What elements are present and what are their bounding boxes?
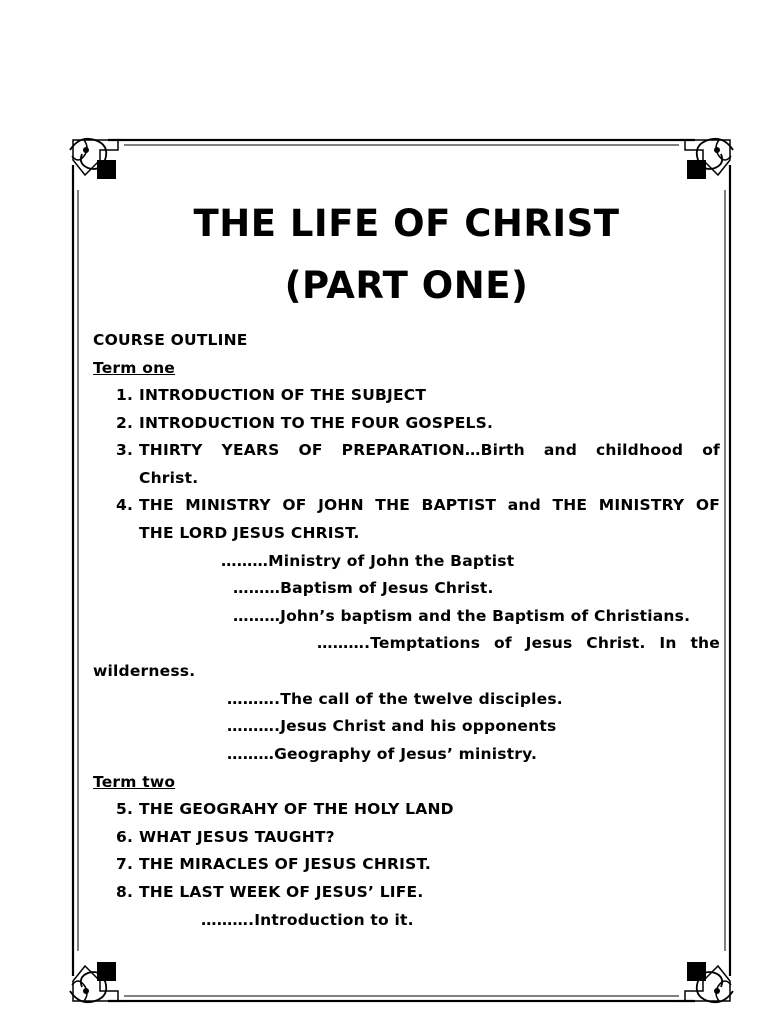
sub-item: ……….Jesus Christ and his opponents [227,717,557,735]
item-text: INTRODUCTION TO THE FOUR GOSPELS. [139,414,494,432]
item-number: 6. [116,828,134,846]
item-text: THE MIRACLES OF JESUS CHRIST. [139,855,431,873]
item-number: 1. [116,386,134,404]
corner-ornament-top-right [679,132,737,190]
corner-ornament-bottom-left [66,951,124,1009]
item-text: THE MINISTRY OF JOHN THE BAPTIST and THE MINISTRY OF [139,496,720,514]
item-number: 3. [116,441,134,459]
corner-ornament-bottom-right [679,951,737,1009]
sub-item: ……….Temptations of Jesus Christ. In the [317,634,720,652]
sub-item: ………John’s baptism and the Baptism of Christians. [233,607,691,625]
item-number: 2. [116,414,134,432]
corner-ornament-top-left [66,132,124,190]
course-outline-heading: COURSE OUTLINE [93,331,248,349]
title-line-1: THE LIFE OF CHRIST [193,202,620,245]
item-text: THE GEOGRAHY OF THE HOLY LAND [139,800,454,818]
item-text: WHAT JESUS TAUGHT? [139,828,335,846]
item-number: 4. [116,496,134,514]
sub-item-continuation: wilderness. [93,662,196,680]
item-text: INTRODUCTION OF THE SUBJECT [139,386,427,404]
item-number: 5. [116,800,134,818]
term-one-heading: Term one [93,359,176,377]
term-two-heading: Term two [93,773,176,791]
sub-item: ……….The call of the twelve disciples. [227,690,563,708]
item-number: 7. [116,855,134,873]
item-text: THE LAST WEEK OF JESUS’ LIFE. [139,883,424,901]
sub-item: ………Baptism of Jesus Christ. [233,579,494,597]
sub-item: ……….Introduction to it. [201,911,414,929]
item-text-cont: Christ. [139,469,199,487]
sub-item: ………Geography of Jesus’ ministry. [227,745,538,763]
title-line-2: (PART ONE) [284,264,529,307]
item-text-cont: THE LORD JESUS CHRIST. [139,524,360,542]
item-number: 8. [116,883,134,901]
sub-item: ………Ministry of John the Baptist [221,552,515,570]
item-text: THIRTY YEARS OF PREPARATION…Birth and childhood of [139,441,720,459]
